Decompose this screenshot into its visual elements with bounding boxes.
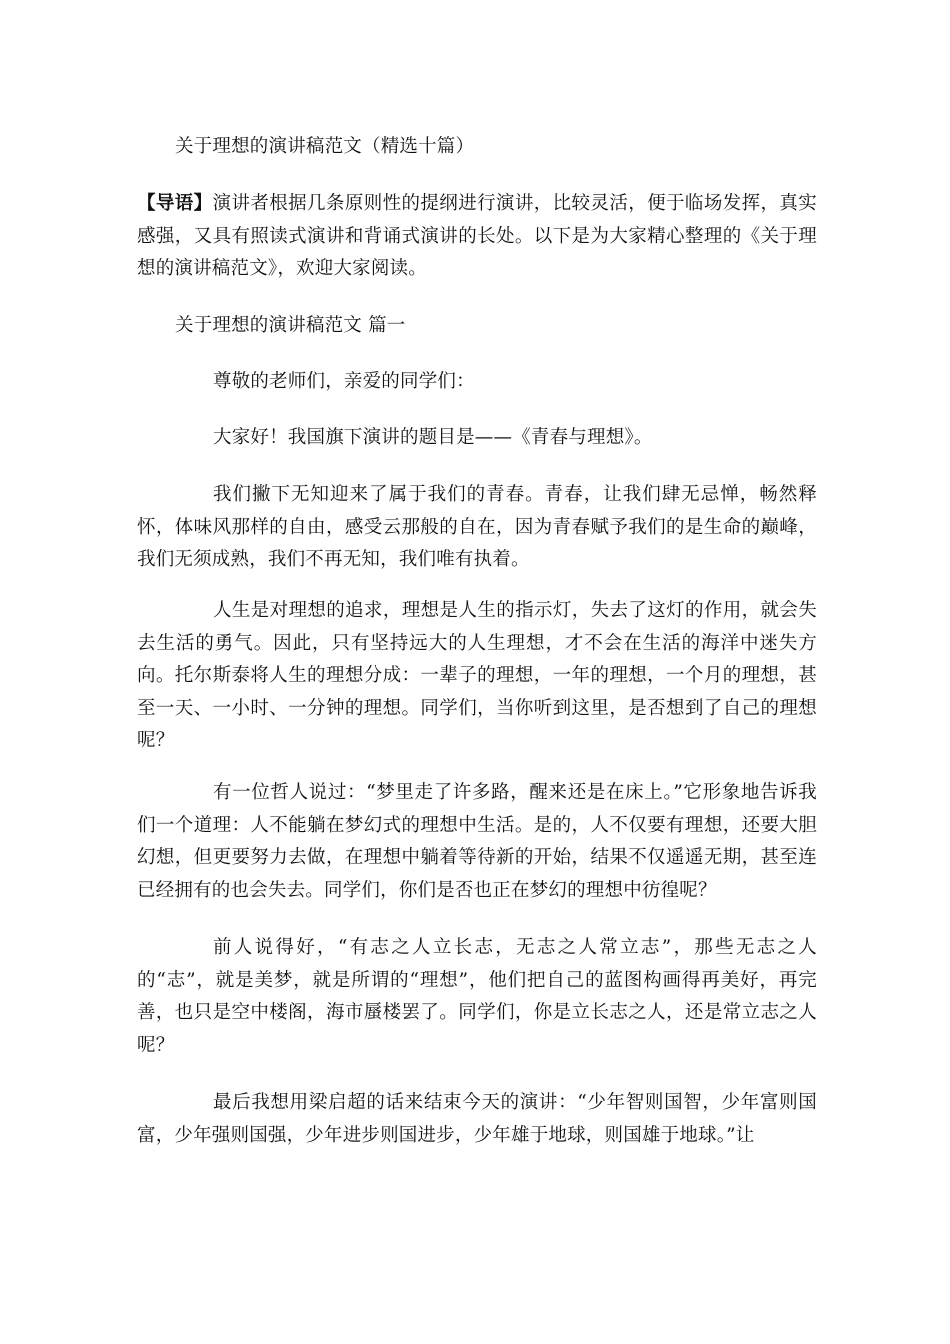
intro-label: 【导语】 — [137, 193, 213, 214]
intro-paragraph — [137, 188, 817, 286]
intro-text: 演讲者根据几条原则性的提纲进行演讲，比较灵活，便于临场发挥，真实感强，又具有照读式演讲和背诵式演讲的长处。以下是为大家精心整理的《关于理想的演讲稿范文》，欢迎大家阅读。 — [137, 193, 817, 279]
salutation: 尊敬的老师们，亲爱的同学们： — [213, 371, 475, 392]
section-heading: 关于理想的演讲稿范文 篇一 — [175, 315, 406, 336]
document-title: 关于理想的演讲稿范文（精选十篇） — [175, 136, 475, 157]
body-paragraph-5: 最后我想用梁启超的话来结束今天的演讲：“少年智则国智，少年富则国富，少年强则国强，少年进步则国进步，少年雄于地球，则国雄于地球。”让 — [137, 1092, 817, 1146]
body-paragraph-3: 有一位哲人说过：“梦里走了许多路，醒来还是在床上。”它形象地告诉我们一个道理：人不能躺在梦幻式的理想中生活。是的，人不仅要有理想，还要大胆幻想，但更要努力去做，在理想中躺着等待新的开始，结果不仅遥遥无期，甚至连已经拥有的也会失去。同学们，你们是否也正在梦幻的理想中彷徨呢？ — [137, 782, 817, 901]
greeting: 大家好！我国旗下演讲的题目是——《青春与理想》。 — [213, 427, 653, 448]
body-paragraph-1: 我们撇下无知迎来了属于我们的青春。青春，让我们肆无忌惮，畅然释怀，体味风那样的自由，感受云那般的自在，因为青春赋予我们的是生命的巅峰，我们无须成熟，我们不再无知，我们唯有执着。 — [137, 484, 817, 570]
body-paragraph-2: 人生是对理想的追求，理想是人生的指示灯，失去了这灯的作用，就会失去生活的勇气。因此，只有坚持远大的人生理想，才不会在生活的海洋中迷失方向。托尔斯泰将人生的理想分成：一辈子的理想，一年的理想，一个月的理想，甚至一天、一小时、一分钟的理想。同学们，当你听到这里，是否想到了自己的理想呢？ — [137, 600, 817, 751]
body-paragraph-4: 前人说得好，“有志之人立长志，无志之人常立志”，那些无志之人的“志”，就是美梦，就是所谓的“理想”，他们把自己的蓝图构画得再美好，再完善，也只是空中楼阁，海市蜃楼罢了。同学们，你是立长志之人，还是常立志之人呢？ — [137, 937, 817, 1056]
